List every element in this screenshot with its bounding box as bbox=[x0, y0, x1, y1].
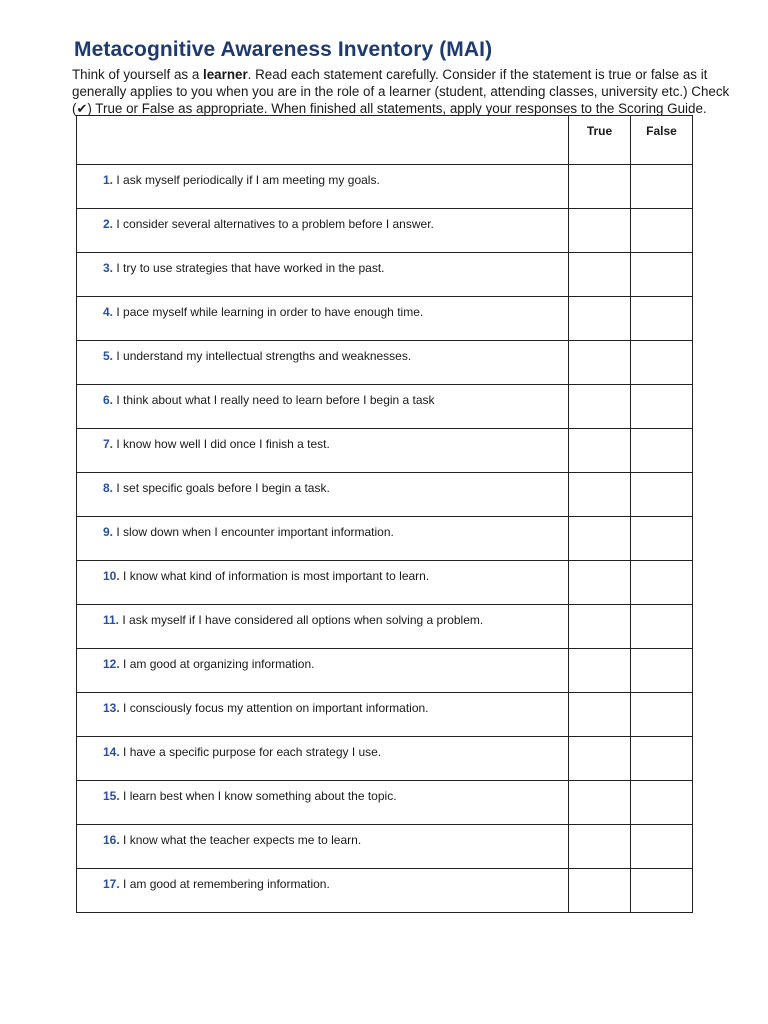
statement-text: I slow down when I encounter important information. bbox=[116, 525, 394, 539]
item-number: 5. bbox=[103, 349, 114, 363]
item-number: 4. bbox=[103, 305, 114, 319]
false-checkbox-cell[interactable] bbox=[631, 297, 693, 341]
instructions-text: ) True or False as appropriate. When finished all statements, apply your responses to the Scoring Guide. bbox=[87, 101, 707, 116]
instructions-text: . Read each statement carefully. Consider if the statement is true or false as it bbox=[247, 67, 708, 82]
item-number: 17. bbox=[103, 877, 120, 891]
statement-cell bbox=[77, 253, 569, 297]
false-checkbox-cell[interactable] bbox=[631, 517, 693, 561]
table-row bbox=[77, 825, 693, 869]
statement-text: I am good at organizing information. bbox=[123, 657, 315, 671]
statement-text: I consider several alternatives to a problem before I answer. bbox=[116, 217, 434, 231]
statement-cell bbox=[77, 869, 569, 913]
instructions-text: ( bbox=[72, 101, 77, 116]
true-checkbox-cell[interactable] bbox=[569, 165, 631, 209]
table-row bbox=[77, 605, 693, 649]
statement-cell bbox=[77, 341, 569, 385]
item-number: 3. bbox=[103, 261, 114, 275]
false-column-header: False bbox=[631, 116, 693, 165]
item-number: 13. bbox=[103, 701, 120, 715]
item-number: 15. bbox=[103, 789, 120, 803]
statement-cell bbox=[77, 561, 569, 605]
true-checkbox-cell[interactable] bbox=[569, 781, 631, 825]
statement-text: I ask myself periodically if I am meeting my goals. bbox=[116, 173, 380, 187]
statement-cell bbox=[77, 517, 569, 561]
instructions-line-2: generally applies to you when you are in the role of a learner (student, attending classes, university etc.) Check bbox=[72, 84, 730, 99]
true-checkbox-cell[interactable] bbox=[569, 297, 631, 341]
statement-cell bbox=[77, 781, 569, 825]
true-checkbox-cell[interactable] bbox=[569, 385, 631, 429]
true-checkbox-cell[interactable] bbox=[569, 473, 631, 517]
instructions-text: Think of yourself as a bbox=[72, 67, 203, 82]
statement-cell bbox=[77, 649, 569, 693]
statement-cell bbox=[77, 429, 569, 473]
statement-cell bbox=[77, 693, 569, 737]
true-checkbox-cell[interactable] bbox=[569, 825, 631, 869]
true-column-header: True bbox=[569, 116, 631, 165]
false-checkbox-cell[interactable] bbox=[631, 781, 693, 825]
table-row bbox=[77, 473, 693, 517]
table-header-row bbox=[77, 116, 693, 165]
false-checkbox-cell[interactable] bbox=[631, 209, 693, 253]
page-title: Metacognitive Awareness Inventory (MAI) bbox=[74, 38, 493, 61]
true-checkbox-cell[interactable] bbox=[569, 209, 631, 253]
item-number: 7. bbox=[103, 437, 114, 451]
statement-text: I ask myself if I have considered all options when solving a problem. bbox=[122, 613, 484, 627]
statement-text: I know what kind of information is most important to learn. bbox=[123, 569, 430, 583]
table-row bbox=[77, 869, 693, 913]
item-number: 10. bbox=[103, 569, 120, 583]
item-number: 6. bbox=[103, 393, 114, 407]
table-row bbox=[77, 649, 693, 693]
table-row bbox=[77, 165, 693, 209]
true-checkbox-cell[interactable] bbox=[569, 693, 631, 737]
false-checkbox-cell[interactable] bbox=[631, 693, 693, 737]
table-row bbox=[77, 297, 693, 341]
checkmark-icon: ✔ bbox=[76, 102, 88, 117]
item-number: 9. bbox=[103, 525, 114, 539]
true-checkbox-cell[interactable] bbox=[569, 605, 631, 649]
item-number: 16. bbox=[103, 833, 120, 847]
true-checkbox-cell[interactable] bbox=[569, 869, 631, 913]
item-number: 14. bbox=[103, 745, 120, 759]
false-checkbox-cell[interactable] bbox=[631, 165, 693, 209]
false-checkbox-cell[interactable] bbox=[631, 561, 693, 605]
false-checkbox-cell[interactable] bbox=[631, 649, 693, 693]
statement-cell bbox=[77, 737, 569, 781]
statement-text: I am good at remembering information. bbox=[123, 877, 330, 891]
statement-cell bbox=[77, 605, 569, 649]
table-row bbox=[77, 517, 693, 561]
false-checkbox-cell[interactable] bbox=[631, 253, 693, 297]
true-checkbox-cell[interactable] bbox=[569, 649, 631, 693]
statement-text: I consciously focus my attention on important information. bbox=[123, 701, 429, 715]
false-checkbox-cell[interactable] bbox=[631, 429, 693, 473]
true-checkbox-cell[interactable] bbox=[569, 341, 631, 385]
instructions-bold-learner: learner bbox=[203, 67, 248, 82]
false-checkbox-cell[interactable] bbox=[631, 473, 693, 517]
false-checkbox-cell[interactable] bbox=[631, 385, 693, 429]
false-checkbox-cell[interactable] bbox=[631, 605, 693, 649]
statement-cell bbox=[77, 473, 569, 517]
statement-text: I know what the teacher expects me to learn. bbox=[123, 833, 362, 847]
table-row bbox=[77, 693, 693, 737]
true-checkbox-cell[interactable] bbox=[569, 429, 631, 473]
table-row bbox=[77, 781, 693, 825]
statement-cell bbox=[77, 825, 569, 869]
false-checkbox-cell[interactable] bbox=[631, 341, 693, 385]
false-checkbox-cell[interactable] bbox=[631, 737, 693, 781]
false-checkbox-cell[interactable] bbox=[631, 869, 693, 913]
true-checkbox-cell[interactable] bbox=[569, 253, 631, 297]
statement-text: I know how well I did once I finish a test. bbox=[116, 437, 330, 451]
statement-cell bbox=[77, 209, 569, 253]
instructions bbox=[72, 66, 732, 118]
statement-cell bbox=[77, 297, 569, 341]
statement-cell bbox=[77, 385, 569, 429]
statement-text: I pace myself while learning in order to have enough time. bbox=[116, 305, 424, 319]
statement-text: I think about what I really need to learn before I begin a task bbox=[116, 393, 435, 407]
table-row bbox=[77, 429, 693, 473]
statement-column-header bbox=[77, 116, 569, 165]
table-row bbox=[77, 385, 693, 429]
statement-text: I understand my intellectual strengths and weaknesses. bbox=[116, 349, 412, 363]
item-number: 12. bbox=[103, 657, 120, 671]
table-row bbox=[77, 341, 693, 385]
item-number: 2. bbox=[103, 217, 114, 231]
inventory-table bbox=[76, 115, 693, 913]
true-checkbox-cell[interactable] bbox=[569, 561, 631, 605]
item-number: 8. bbox=[103, 481, 114, 495]
table-row bbox=[77, 737, 693, 781]
instructions-line-1 bbox=[72, 66, 732, 83]
statement-text: I try to use strategies that have worked in the past. bbox=[116, 261, 385, 275]
statement-cell bbox=[77, 165, 569, 209]
item-number: 1. bbox=[103, 173, 114, 187]
true-checkbox-cell[interactable] bbox=[569, 737, 631, 781]
statement-text: I set specific goals before I begin a task. bbox=[116, 481, 330, 495]
statement-text: I learn best when I know something about the topic. bbox=[123, 789, 397, 803]
false-checkbox-cell[interactable] bbox=[631, 825, 693, 869]
table-row bbox=[77, 561, 693, 605]
true-checkbox-cell[interactable] bbox=[569, 517, 631, 561]
item-number: 11. bbox=[103, 613, 120, 627]
table-row bbox=[77, 209, 693, 253]
table-row bbox=[77, 253, 693, 297]
statement-text: I have a specific purpose for each strategy I use. bbox=[123, 745, 382, 759]
